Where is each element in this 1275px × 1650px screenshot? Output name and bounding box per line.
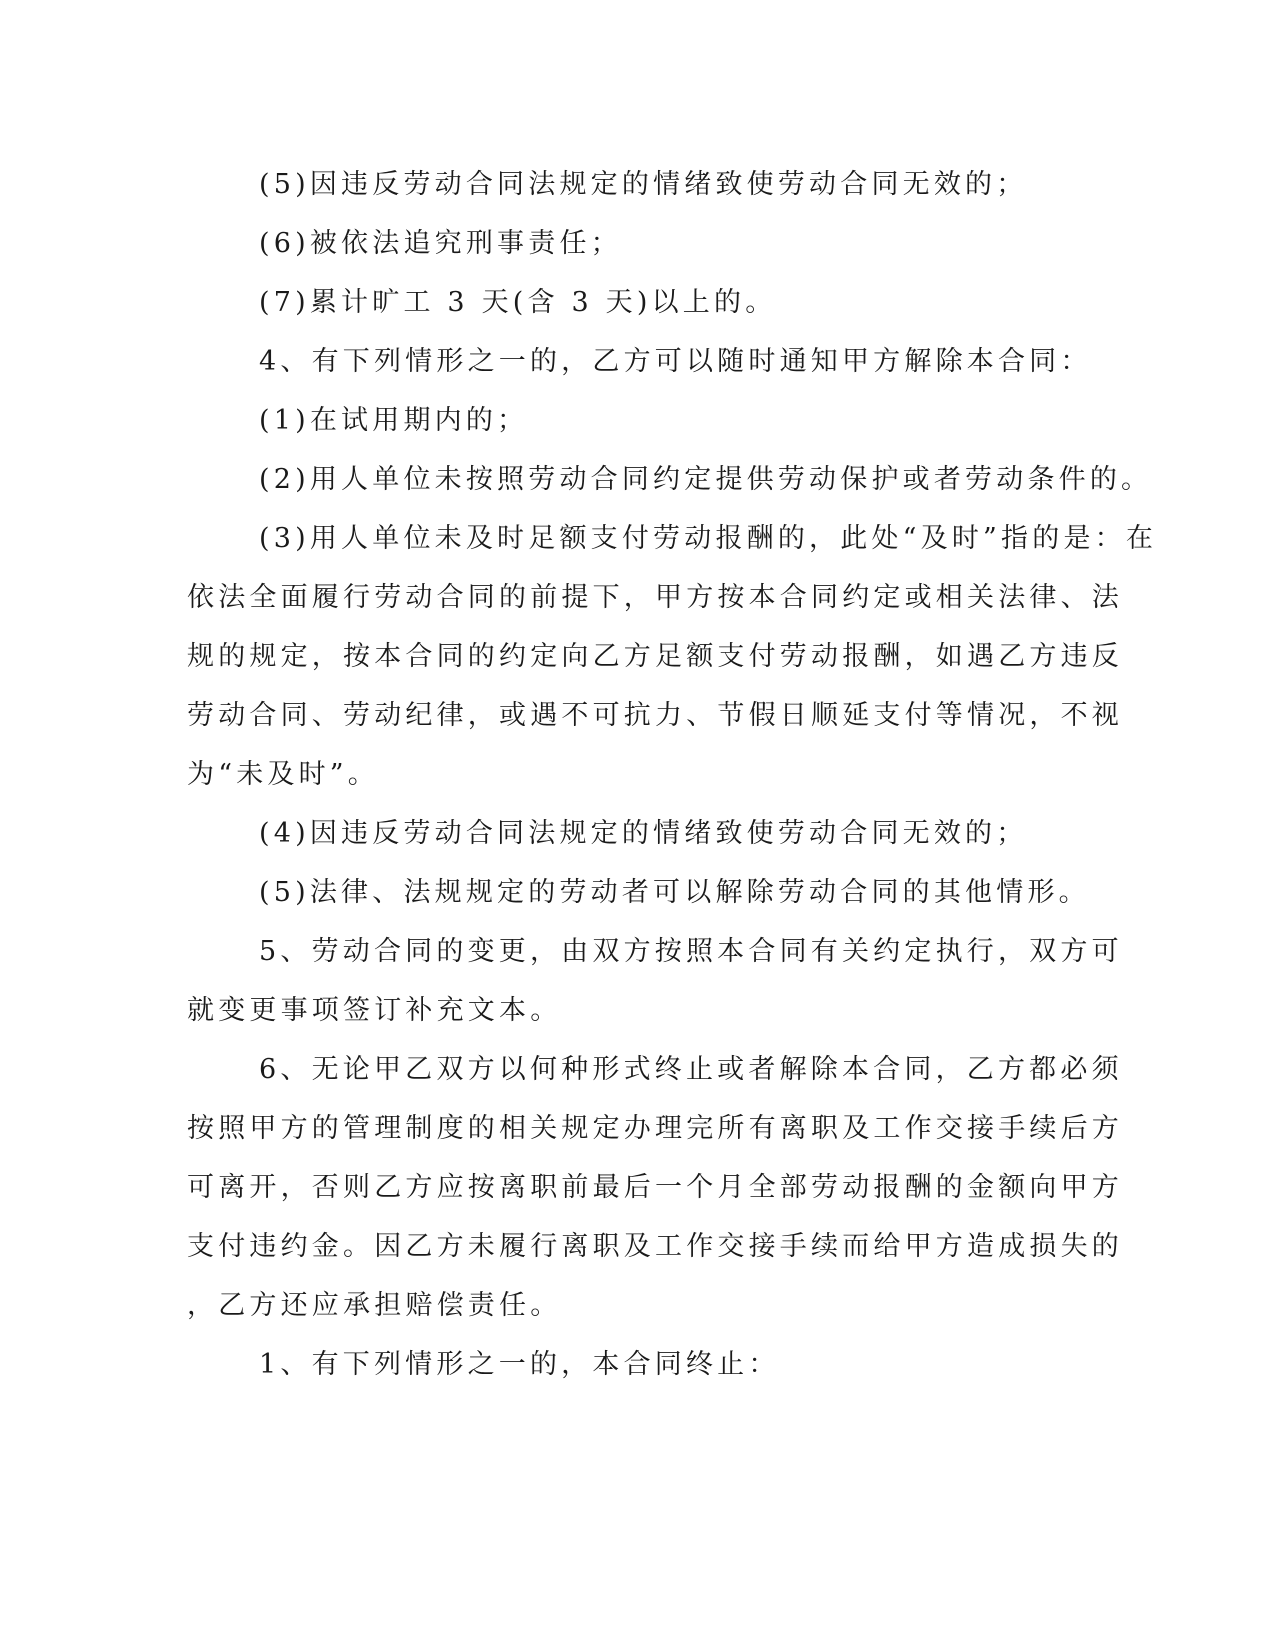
- text-line: ，乙方还应承担赔偿责任。: [187, 1290, 562, 1321]
- text-line: 1、有下列情形之一的，本合同终止：: [259, 1349, 780, 1380]
- text-line: 4、有下列情形之一的，乙方可以随时通知甲方解除本合同：: [259, 346, 1092, 377]
- text-line: (7)累计旷工 3 天(含 3 天)以上的。: [259, 287, 777, 318]
- text-line: (6)被依法追究刑事责任；: [259, 228, 622, 259]
- text-line: (2)用人单位未按照劳动合同约定提供劳动保护或者劳动条件的。: [259, 464, 1153, 495]
- text-line: 可离开，否则乙方应按离职前最后一个月全部劳动报酬的金额向甲方: [187, 1172, 1123, 1203]
- text-line: 5、劳动合同的变更，由双方按照本合同有关约定执行，双方可: [259, 936, 1123, 967]
- text-line: 规的规定，按本合同的约定向乙方足额支付劳动报酬，如遇乙方违反: [187, 641, 1123, 672]
- text-line: 就变更事项签订补充文本。: [187, 995, 562, 1026]
- text-line: (3)用人单位未及时足额支付劳动报酬的，此处“及时”指的是：在: [259, 523, 1158, 554]
- text-line: (5)法律、法规规定的劳动者可以解除劳动合同的其他情形。: [259, 877, 1090, 908]
- text-line: 为“未及时”。: [187, 759, 380, 790]
- text-line: (4)因违反劳动合同法规定的情绪致使劳动合同无效的；: [259, 818, 1028, 849]
- text-line: 劳动合同、劳动纪律，或遇不可抗力、节假日顺延支付等情况，不视: [187, 700, 1123, 731]
- text-line: (1)在试用期内的；: [259, 405, 529, 436]
- text-line: 支付违约金。因乙方未履行离职及工作交接手续而给甲方造成损失的: [187, 1231, 1123, 1262]
- text-line: 6、无论甲乙双方以何种形式终止或者解除本合同，乙方都必须: [259, 1054, 1123, 1085]
- text-line: 依法全面履行劳动合同的前提下，甲方按本合同约定或相关法律、法: [187, 582, 1123, 613]
- text-line: (5)因违反劳动合同法规定的情绪致使劳动合同无效的；: [259, 169, 1028, 200]
- text-line: 按照甲方的管理制度的相关规定办理完所有离职及工作交接手续后方: [187, 1113, 1123, 1144]
